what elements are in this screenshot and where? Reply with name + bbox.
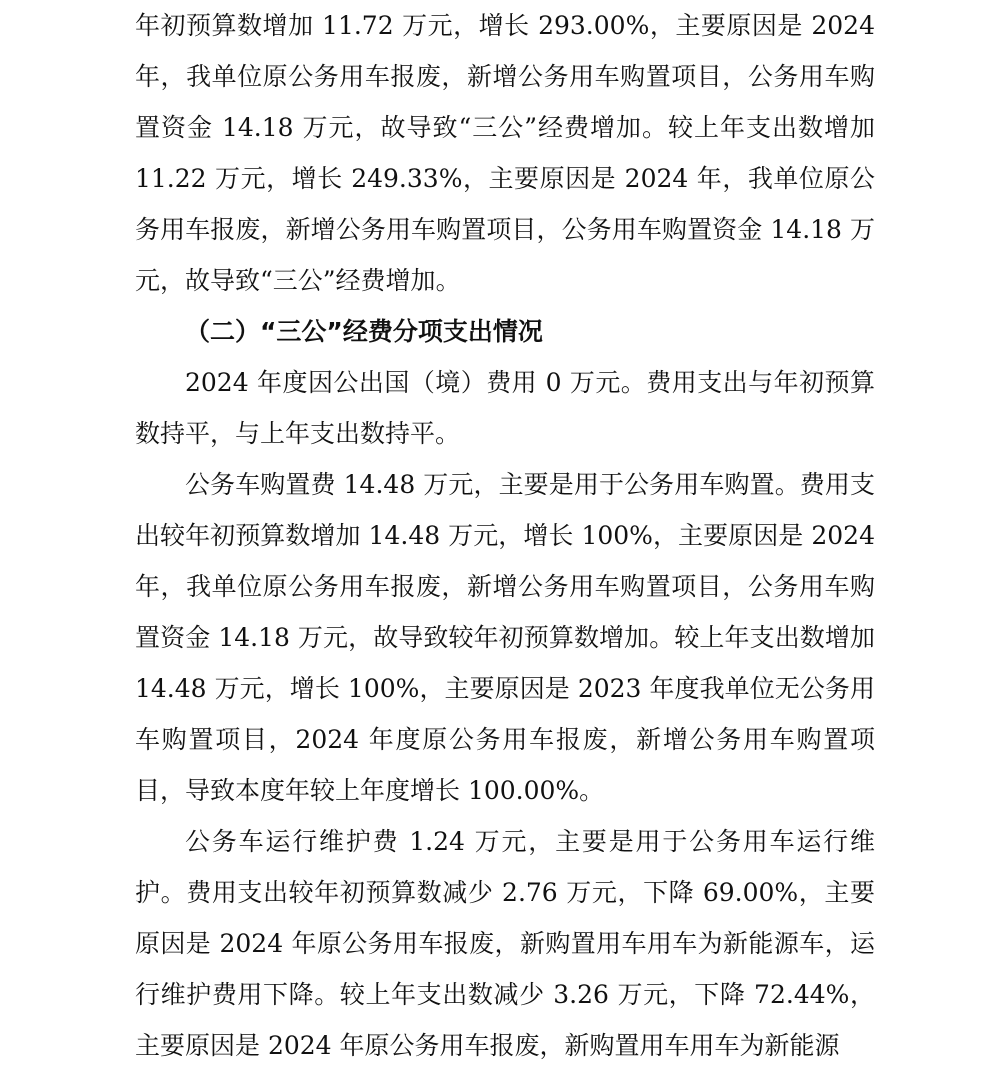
section-heading-itemized-expenses: （二）“三公”经费分项支出情况 xyxy=(185,317,543,346)
paragraph-three-public-summary: 年初预算数增加 11.72 万元，增长 293.00%，主要原因是 2024 年，我单位原公务用车报废，新增公务用车购置项目，公务用车购置资金 14.18 万元，故导致“三公”经费增加。较上年支出数增加 11.22 万元，增长 249.33%，主要原因是 2024 年，我单位原公务用车报废，新增公务用车购置项目，公务用车购置资金 14.18 万元，故导致“三公”经费增加。 xyxy=(135,11,875,295)
text-column xyxy=(135,0,875,1071)
paragraph-vehicle-maintenance: 公务车运行维护费 1.24 万元，主要是用于公务用车运行维护。费用支出较年初预算数减少 2.76 万元，下降 69.00%，主要原因是 2024 年原公务用车报废，新购置用车用车为新能源车，运行维护费用下降。较上年支出数减少 3.26 万元，下降 72.44%，主要原因是 2024 年原公务用车报废，新购置用车用车为新能源 xyxy=(135,827,875,1060)
paragraph-vehicle-purchase: 公务车购置费 14.48 万元，主要是用于公务用车购置。费用支出较年初预算数增加 14.48 万元，增长 100%，主要原因是 2024 年，我单位原公务用车报废，新增公务用车购置项目，公务用车购置资金 14.18 万元，故导致较年初预算数增加。较上年支出数增加 14.48 万元，增长 100%，主要原因是 2023 年度我单位无公务用车购置项目，2024 年度原公务用车报废，新增公务用车购置项目，导致本度年较上年度增长 100.00%。 xyxy=(135,470,875,805)
paragraph-overseas-travel: 2024 年度因公出国（境）费用 0 万元。费用支出与年初预算数持平，与上年支出数持平。 xyxy=(135,368,875,448)
